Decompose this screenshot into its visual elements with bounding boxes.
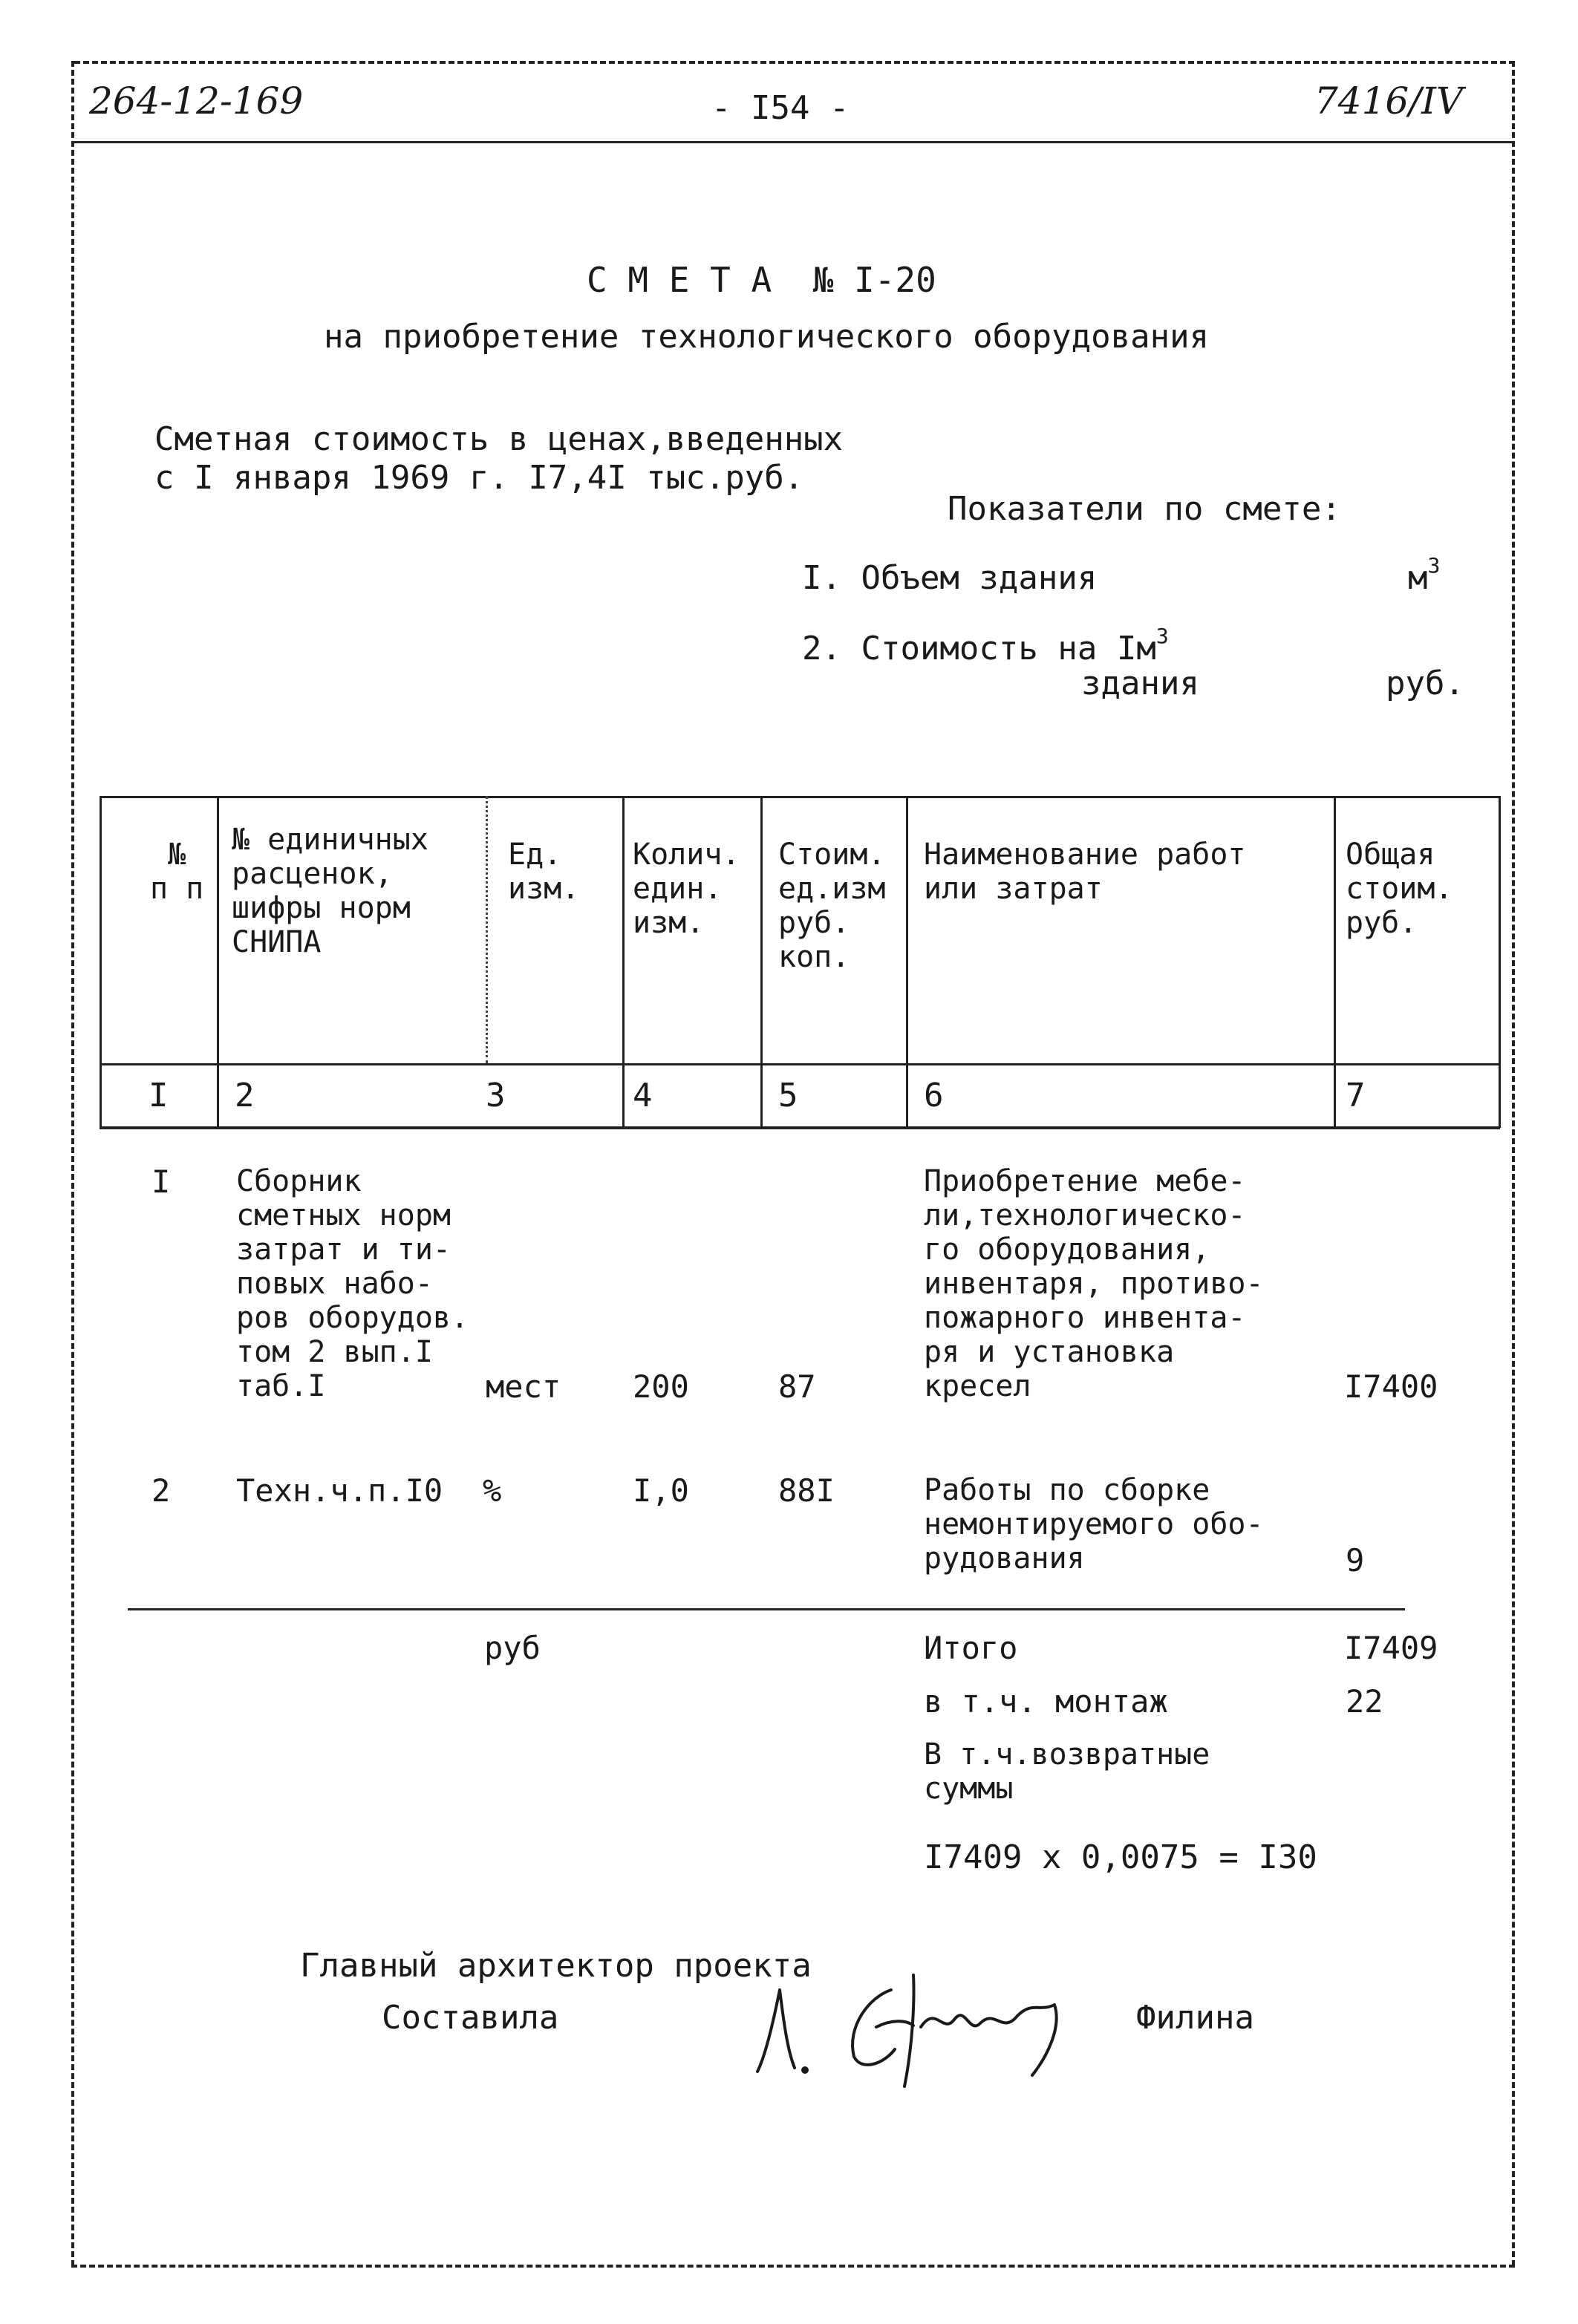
chief-architect-label: Главный архитектор проекта: [300, 1947, 812, 1985]
row2-unit: %: [483, 1472, 502, 1509]
table-header-total: Общая стоим. руб.: [1346, 838, 1453, 940]
column-number-1: I: [149, 1077, 169, 1114]
totals-montazh-label: в т.ч. монтаж: [924, 1683, 1168, 1720]
cost-text-line2: с I января 1969 г. I7,4I тыс.руб.: [154, 459, 804, 497]
row1-price: 87: [778, 1368, 816, 1405]
table-header-qty: Колич. един. изм.: [633, 838, 740, 940]
handwritten-signature: [743, 1945, 1099, 2101]
cost-text-line1: Сметная стоимость в ценах,введенных: [154, 420, 844, 458]
indicators-heading: Показатели по смете:: [948, 490, 1341, 528]
indicator-volume-unit: $м^3$: [1408, 553, 1441, 597]
header-right-code: 7416/IV: [1314, 79, 1463, 123]
row1-code: Сборник сметных норм затрат и ти- повых набо- ров оборудов. том 2 вып.I таб.I: [236, 1164, 469, 1403]
totals-itogo-value: I7409: [1344, 1630, 1438, 1666]
table-header-name: Наименование работ или затрат: [924, 838, 1246, 906]
totals-itogo-label: Итого: [924, 1630, 1018, 1666]
column-number-4: 4: [633, 1077, 653, 1114]
table-header-price: Стоим. ед.изм руб. коп.: [778, 838, 886, 974]
indicator-cost-label: 2. Стоимость на $Iм^3$: [802, 624, 1169, 668]
column-number-2: 2: [235, 1077, 255, 1114]
indicator-volume-label: I. Объем здания: [802, 559, 1098, 597]
column-number-7: 7: [1346, 1077, 1366, 1114]
indicator-cost-unit: руб.: [1386, 665, 1464, 702]
table-colnum-bottom: [100, 1126, 1500, 1129]
table-col-divider-1: [217, 796, 219, 1128]
table-header-unit: Ед. изм.: [508, 838, 580, 906]
column-number-3: 3: [486, 1077, 506, 1114]
indicator-cost-label2: здания: [1081, 665, 1199, 702]
table-col-divider-2: [486, 796, 488, 1063]
table-right-border: [1499, 796, 1501, 1128]
column-number-5: 5: [778, 1077, 798, 1114]
row1-name: Приобретение мебе- ли,технологическо- го оборудования, инвентаря, противо- пожарного инвента- ря и установка кресел: [924, 1164, 1264, 1403]
header-left-code: 264-12-169: [89, 79, 304, 123]
row1-total: I7400: [1344, 1368, 1438, 1405]
row2-total: 9: [1346, 1542, 1365, 1579]
frame-bottom-dashed: [71, 2265, 1515, 2268]
frame-left-dashed: [71, 61, 74, 2266]
table-top-border: [100, 796, 1500, 798]
header-rule: [74, 141, 1512, 143]
table-col-divider-6: [1334, 796, 1336, 1128]
compiled-by-name: Филина: [1136, 1999, 1254, 2037]
totals-formula: I7409 х 0,0075 = I30: [924, 1838, 1317, 1876]
row2-num: 2: [151, 1472, 171, 1509]
table-col-divider-4: [760, 796, 763, 1128]
table-col-divider-3: [622, 796, 625, 1128]
totals-currency: руб: [484, 1630, 541, 1666]
row1-unit: мест: [486, 1368, 561, 1405]
row2-price: 88I: [778, 1472, 835, 1509]
table-left-border: [100, 796, 102, 1128]
frame-right-dashed: [1512, 61, 1515, 2266]
column-number-6: 6: [924, 1077, 944, 1114]
table-header-bottom: [100, 1063, 1500, 1065]
table-header-num: № п п: [150, 838, 204, 906]
totals-separator: [128, 1608, 1405, 1610]
table-col-divider-5: [906, 796, 908, 1128]
frame-top-dashed: [74, 61, 1515, 64]
totals-montazh-value: 22: [1346, 1683, 1383, 1720]
row1-qty: 200: [633, 1368, 689, 1405]
table-header-code: № единичных расценок, шифры норм СНИПА: [232, 823, 428, 959]
row2-name: Работы по сборке немонтируемого обо- рудования: [924, 1473, 1264, 1576]
row2-code: Техн.ч.п.I0: [236, 1472, 443, 1509]
page-number: - I54 -: [711, 89, 850, 127]
document-title: С М Е Т А № I-20: [587, 260, 936, 300]
totals-vozvrat-label: В т.ч.возвратные суммы: [924, 1737, 1210, 1806]
document-subtitle: на приобретение технологического оборудования: [324, 318, 1210, 356]
row1-num: I: [151, 1163, 171, 1200]
row2-qty: I,0: [633, 1472, 689, 1509]
compiled-by-label: Составила: [382, 1999, 559, 2037]
